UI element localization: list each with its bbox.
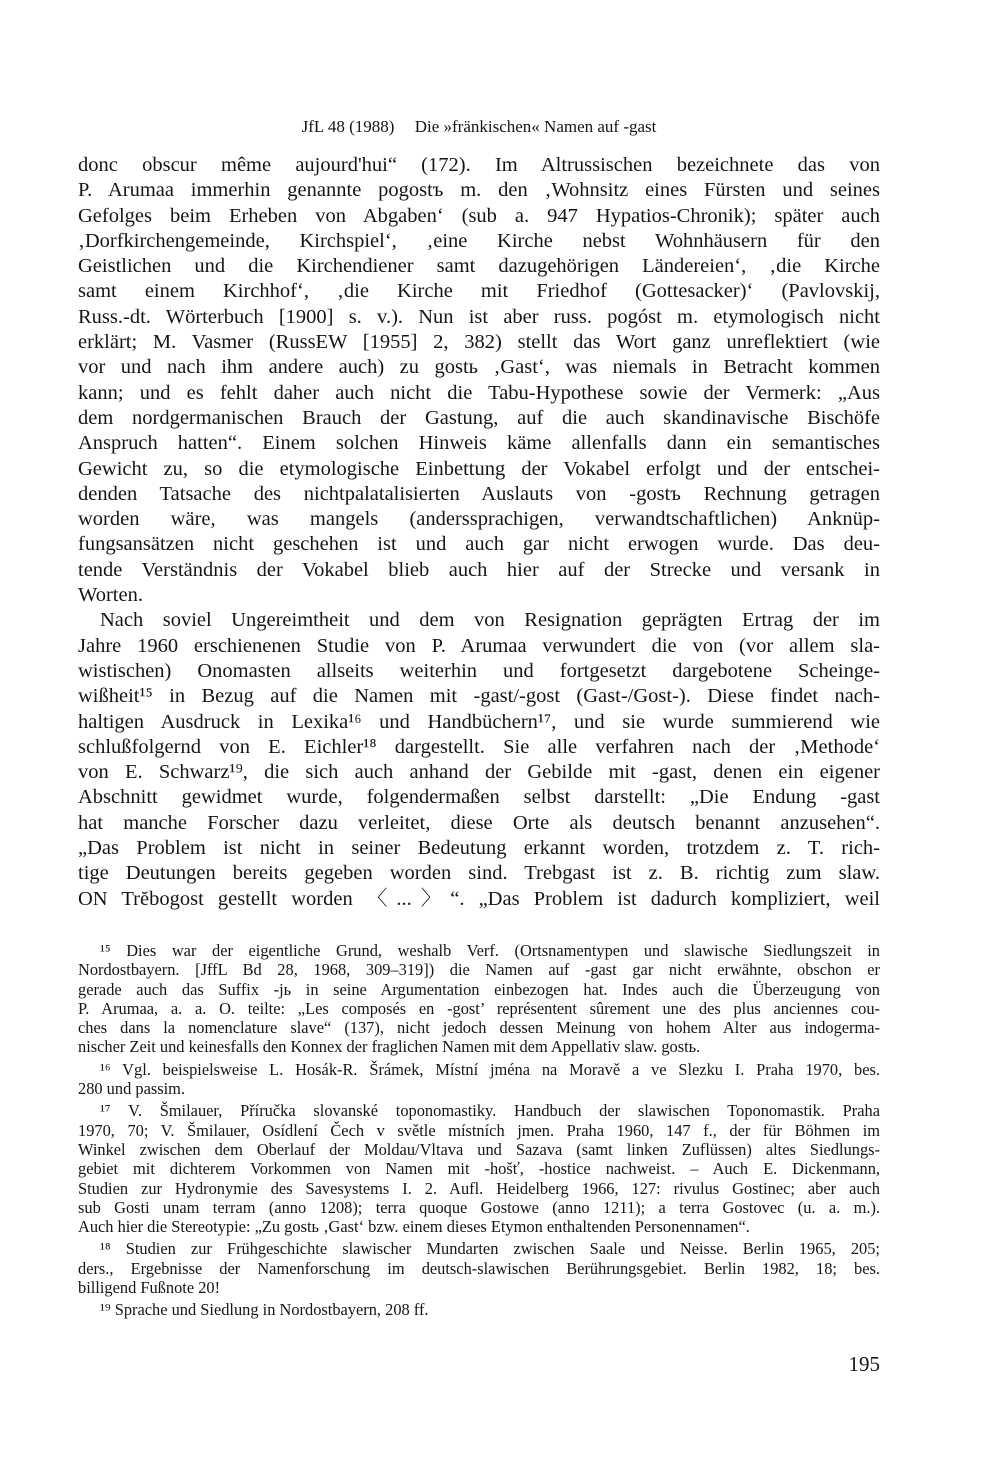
body-line: vor und nach ihm andere auch) zu gostь ‚Gast‘, was niemals in Betracht kommen [78, 356, 880, 379]
body-line: haltigen Ausdruck in Lexika¹⁶ und Handbüchern¹⁷, und sie wurde summierend wie [78, 710, 880, 733]
footnote-line: nischer Zeit und keinesfalls den Konnex der fraglichen Namen mit dem Appellativ slaw. gostь. [78, 1037, 701, 1057]
body-line: denden Tatsache des nichtpalatalisierten Auslauts von -gostъ Rechnung getragen [78, 482, 880, 505]
footnote-line: billigend Fußnote 20! [78, 1278, 221, 1298]
footnote-line: ches dans la nomenclature slave“ (137), nicht jedoch dessen Meinung von hohem Alter aus indogerma- [78, 1018, 880, 1038]
body-line: worden wäre, was mangels (anderssprachigen, verwandtschaftlichen) Anknüp- [78, 508, 880, 531]
footnote-line: ¹⁷ V. Šmilauer, Příručka slovanské toponomastiky. Handbuch der slawischen Toponomastik. Praha [100, 1101, 880, 1121]
body-text [78, 153, 880, 912]
body-line: „Das Problem ist nicht in seiner Bedeutung erkannt worden, trotzdem z. T. rich- [78, 837, 880, 860]
page-number: 195 [848, 1352, 880, 1376]
footnote-17 [78, 1101, 880, 1236]
footnotes [78, 941, 880, 1323]
body-line: erklärt; M. Vasmer (RussEW [1955] 2, 382) stellt das Wort ganz unreflektiert (wie [78, 331, 880, 354]
body-line: ‚Dorfkirchengemeinde, Kirchspiel‘, ‚eine Kirche nebst Wohnhäusern für den [78, 229, 880, 252]
body-line: Nach soviel Ungereimtheit und dem von Resignation geprägten Ertrag der im [100, 609, 880, 632]
body-line: wißheit¹⁵ in Bezug auf die Namen mit -gast/-gost (Gast-/Gost-). Diese findet nach- [78, 685, 880, 708]
body-line: ON Trĕbogost gestellt worden 〈...〉“. „Das Problem ist dadurch kompliziert, weil [78, 887, 880, 910]
body-line: fungsansätzen nicht geschehen ist und auch gar nicht erwogen wurde. Das deu- [78, 533, 880, 556]
footnote-line: ¹⁸ Studien zur Frühgeschichte slawischer Mundarten zwischen Saale und Neisse. Berlin 1965, 205; [100, 1239, 880, 1259]
running-head [78, 117, 880, 137]
footnote-15 [78, 941, 880, 1057]
body-line: samt einem Kirchhof‘, ‚die Kirche mit Friedhof (Gottesacker)‘ (Pavlovskij, [78, 280, 880, 303]
body-line: tende Verständnis der Vokabel blieb auch hier auf der Strecke und versank in [78, 558, 880, 581]
footnote-line: ¹⁹ Sprache und Siedlung in Nordostbayern, 208 ff. [100, 1300, 429, 1320]
body-line: von E. Schwarz¹⁹, die sich auch anhand der Gebilde mit -gast, denen ein eigener [78, 761, 880, 784]
body-line: wistischen) Onomasten allseits weiterhin und fortgesetzt dargebotene Scheinge- [78, 659, 880, 682]
journal-citation: JfL 48 (1988) [301, 117, 395, 136]
footnote-line: 1970, 70; V. Šmilauer, Osídlení Čech v světle místních jmen. Praha 1960, 147 f., der für Böhmen im [78, 1120, 880, 1140]
body-line: P. Arumaa immerhin genannte pogostъ m. den ‚Wohnsitz eines Fürsten und seines [78, 179, 880, 202]
body-line: tige Deutungen bereits gegeben worden sind. Trebgast ist z. B. richtig zum slaw. [78, 862, 880, 885]
footnote-line: Nordostbayern. [JffL Bd 28, 1968, 309–319]) die Namen auf -gast gar nicht erwähnte, obschon er [78, 960, 880, 980]
footnote-line: 280 und passim. [78, 1079, 185, 1099]
document-page [78, 0, 880, 1475]
footnote-line: ¹⁶ Vgl. beispielsweise L. Hosák-R. Šrámek, Místní jména na Moravě a ve Slezku I. Praha 1970, bes. [100, 1059, 880, 1079]
body-line: Gewicht zu, so die etymologische Einbettung der Vokabel erfolgt und der entschei- [78, 457, 880, 480]
footnote-line: gerade auch das Suffix -jь in seine Argumentation einbezogen hat. Indes auch die Überzeugung von [78, 979, 880, 999]
body-line: Gefolges beim Erheben von Abgaben‘ (sub a. 947 Hypatios-Chronik); später auch [78, 204, 880, 227]
footnote-line: sub Gosti unam terram (anno 1208); terra quoque Gostowe (anno 1211); a terra Gostovec (u. a. m.). [78, 1197, 880, 1217]
footnote-line: Winkel zwischen dem Oberlauf der Moldau/Vltava und Sazava (samt linken Zuflüssen) altes Siedlungs- [78, 1139, 880, 1159]
body-line: Russ.-dt. Wörterbuch [1900] s. v.). Nun ist aber russ. pogóst m. etymologisch nicht [78, 305, 880, 328]
article-title: Die »fränkischen« Namen auf -gast [414, 117, 657, 136]
body-line: Geistlichen und die Kirchendiener samt dazugehörigen Ländereien‘, ‚die Kirche [78, 255, 880, 278]
footnote-line: gebiet mit dichterem Vorkommen von Namen mit -hošť, -hostice nachweist. – Auch E. Dickenmann, [78, 1159, 880, 1179]
body-line: dem nordgermanischen Brauch der Gastung, auf die auch skandinavische Bischöfe [78, 406, 880, 429]
footnote-line: ders., Ergebnisse der Namenforschung im deutsch-slawischen Berührungsgebiet. Berlin 1982, 18; bes. [78, 1258, 880, 1278]
footnote-18 [78, 1239, 880, 1297]
body-line: Anspruch hatten“. Einem solchen Hinweis käme allenfalls dann ein semantisches [78, 432, 880, 455]
body-line: Jahre 1960 erschienenen Studie von P. Arumaa verwundert die von (vor allem sla- [78, 634, 880, 657]
footnote-16 [78, 1060, 880, 1099]
body-line: donc obscur même aujourd'hui“ (172). Im Altrussischen bezeichnete das von [78, 154, 880, 176]
footnote-line: Studien zur Hydronymie des Savesystems I. 2. Aufl. Heidelberg 1966, 127: rivulus Gostinec; aber auch [78, 1178, 880, 1198]
footnote-line: Auch hier die Stereotypie: „Zu gostь ‚Gast‘ bzw. einem dieses Etymon enthaltenden Personennamen“. [78, 1217, 750, 1237]
body-line: hat manche Forscher dazu verleitet, diese Orte als deutsch benannt anzusehen“. [78, 811, 880, 834]
body-line: Abschnitt gewidmet wurde, folgendermaßen selbst darstellt: „Die Endung -gast [78, 786, 880, 809]
footnote-line: ¹⁵ Dies war der eigentliche Grund, weshalb Verf. (Ortsnamentypen und slawische Siedlungszeit in [100, 941, 880, 960]
body-line: schlußfolgernd von E. Eichler¹⁸ dargestellt. Sie alle verfahren nach der ‚Methode‘ [78, 735, 880, 758]
body-line: Worten. [78, 584, 143, 607]
footnote-line: P. Arumaa, a. a. O. teilte: „Les composés en -gost’ représentent sûrement une des plus anciennes cou- [78, 998, 880, 1018]
body-line: kann; und es fehlt daher auch nicht die Tabu-Hypothese sowie der Vermerk: „Aus [78, 381, 880, 404]
footnote-19 [78, 1300, 880, 1319]
